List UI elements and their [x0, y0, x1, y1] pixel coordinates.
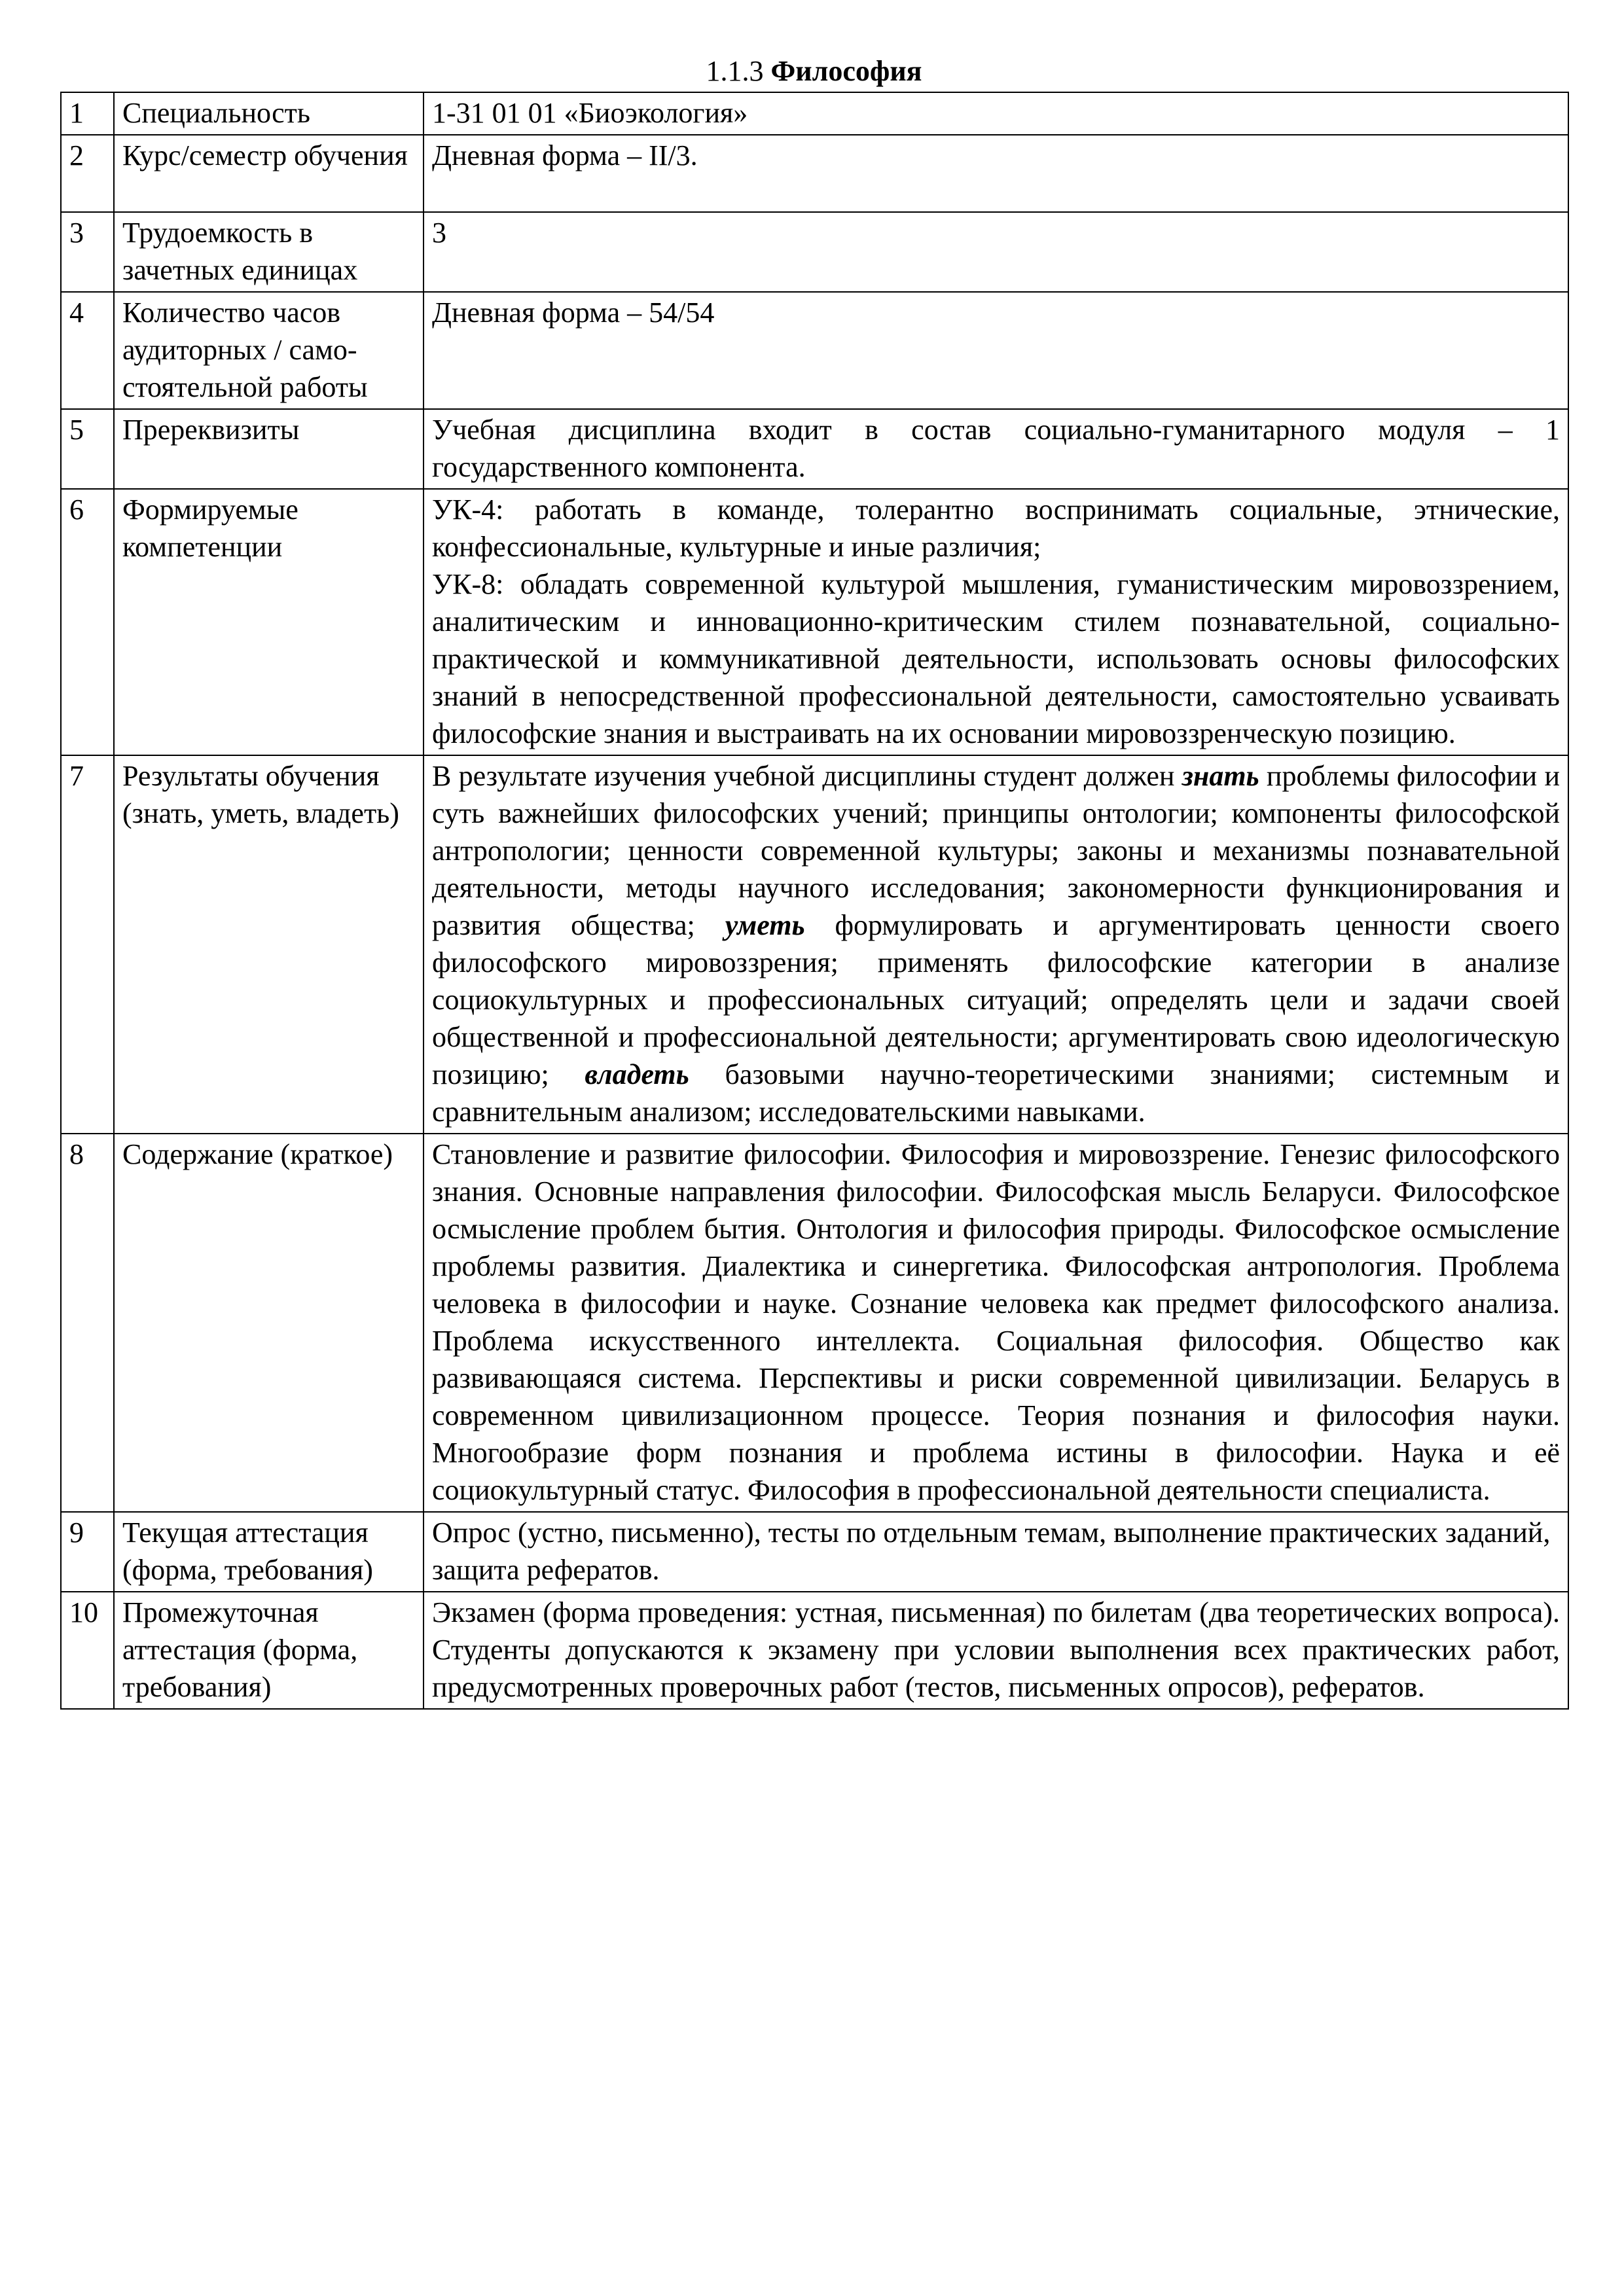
- row-number: 2: [61, 135, 114, 212]
- table-row: [61, 135, 1568, 212]
- row-content: [424, 489, 1568, 755]
- table-row: [61, 755, 1568, 1134]
- competence-uk8: УК-8: обладать современной культурой мышления, гуманистическим мировоззрением, аналитическим и инновационно-критическим стилем познавательной, социально-практической и коммуникативной деятельности, использовать основы философских знаний в непосредственной профессиональной деятельности, самостоятельно усваивать философские знания и выстраивать на их основании мировоззренческую позицию.: [432, 568, 1560, 749]
- results-text-part: формулировать и аргументировать ценности своего философского мировоззрения; применять философские категории в анализе социокультурных и профессиональных ситуаций; определять цели и задачи своей общественной и профессиональной деятельности; аргументировать свою идеологическую позицию;: [432, 909, 1560, 1090]
- row-number: 9: [61, 1512, 114, 1592]
- row-label: Формируемые компетенции: [114, 489, 424, 755]
- row-label: Пререквизиты: [114, 409, 424, 489]
- section-title: Философия: [770, 55, 922, 87]
- row-label: Курс/семестр обучения: [114, 135, 424, 212]
- row-label: Промежуточная аттестация (форма, требования): [114, 1592, 424, 1709]
- table-row: [61, 1512, 1568, 1592]
- row-number: 5: [61, 409, 114, 489]
- discipline-table: [60, 92, 1569, 1710]
- row-number: 10: [61, 1592, 114, 1709]
- row-number: 6: [61, 489, 114, 755]
- results-text-part: базовыми научно-теоретическими знаниями; системным и сравнительным анализом; исследовательскими навыками.: [432, 1058, 1560, 1128]
- row-content: [424, 755, 1568, 1134]
- row-content: 3: [424, 212, 1568, 292]
- row-label: Результаты обучения (знать, уметь, владеть): [114, 755, 424, 1134]
- results-text-part: проблемы философии и суть важнейших философских учений; принципы онтологии; компоненты философской антропологии; ценности современной культуры; законы и механизмы познавательной деятельности, методы научного исследования; закономерности функционирования и развития общества;: [432, 760, 1560, 941]
- row-label: Трудоемкость в зачетных единицах: [114, 212, 424, 292]
- keyword-can: уметь: [725, 909, 805, 941]
- table-row: [61, 489, 1568, 755]
- row-content: Становление и развитие философии. Философия и мировоззрение. Генезис философского знания. Основные направления философии. Философская мысль Беларуси. Философское осмысление проблем бытия. Онтология и философия природы. Философское осмысление проблемы развития. Диалектика и синергетика. Философская антропология. Проблема человека в философии и науке. Сознание человека как предмет философского анализа. Проблема искусственного интеллекта. Социальная философия. Общество как развивающаяся система. Перспективы и риски современной цивилизации. Беларусь в современном цивилизационном процессе. Теория познания и философия науки. Многообразие форм познания и проблема истины в философии. Наука и её социокультурный статус. Философия в профессиональной деятельности специалиста.: [424, 1134, 1568, 1512]
- section-number: 1.1.3: [706, 55, 764, 87]
- keyword-know: знать: [1182, 760, 1259, 792]
- row-label: Количество часов аудиторных / само-стоятельной работы: [114, 292, 424, 409]
- row-number: 7: [61, 755, 114, 1134]
- row-content: Дневная форма – 54/54: [424, 292, 1568, 409]
- row-content: 1-31 01 01 «Биоэкология»: [424, 92, 1568, 135]
- row-number: 8: [61, 1134, 114, 1512]
- table-row: [61, 212, 1568, 292]
- row-content: Дневная форма – II/3.: [424, 135, 1568, 212]
- row-content: Опрос (устно, письменно), тесты по отдельным темам, выполнение практических заданий, защита рефератов.: [424, 1512, 1568, 1592]
- row-label: Текущая аттестация (форма, требования): [114, 1512, 424, 1592]
- results-text-part: В результате изучения учебной дисциплины студент должен: [432, 760, 1182, 792]
- keyword-master: владеть: [585, 1058, 689, 1090]
- row-number: 4: [61, 292, 114, 409]
- table-row: [61, 1134, 1568, 1512]
- row-label: Специальность: [114, 92, 424, 135]
- table-row: [61, 292, 1568, 409]
- table-row: [61, 409, 1568, 489]
- table-row: [61, 1592, 1568, 1709]
- row-number: 3: [61, 212, 114, 292]
- row-content: Экзамен (форма проведения: устная, письменная) по билетам (два теоретических вопроса). Студенты допускаются к экзамену при условии выполнения всех практических работ, предусмотренных проверочных работ (тестов, письменных опросов), рефератов.: [424, 1592, 1568, 1709]
- row-number: 1: [61, 92, 114, 135]
- competence-uk4: УК-4: работать в команде, толерантно воспринимать социальные, этнические, конфессиональные, культурные и иные различия;: [432, 493, 1560, 563]
- table-row: [61, 92, 1568, 135]
- row-label: Содержание (краткое): [114, 1134, 424, 1512]
- page-title: [60, 52, 1568, 90]
- row-content: Учебная дисциплина входит в состав социально-гуманитарного модуля – 1 государственного компонента.: [424, 409, 1568, 489]
